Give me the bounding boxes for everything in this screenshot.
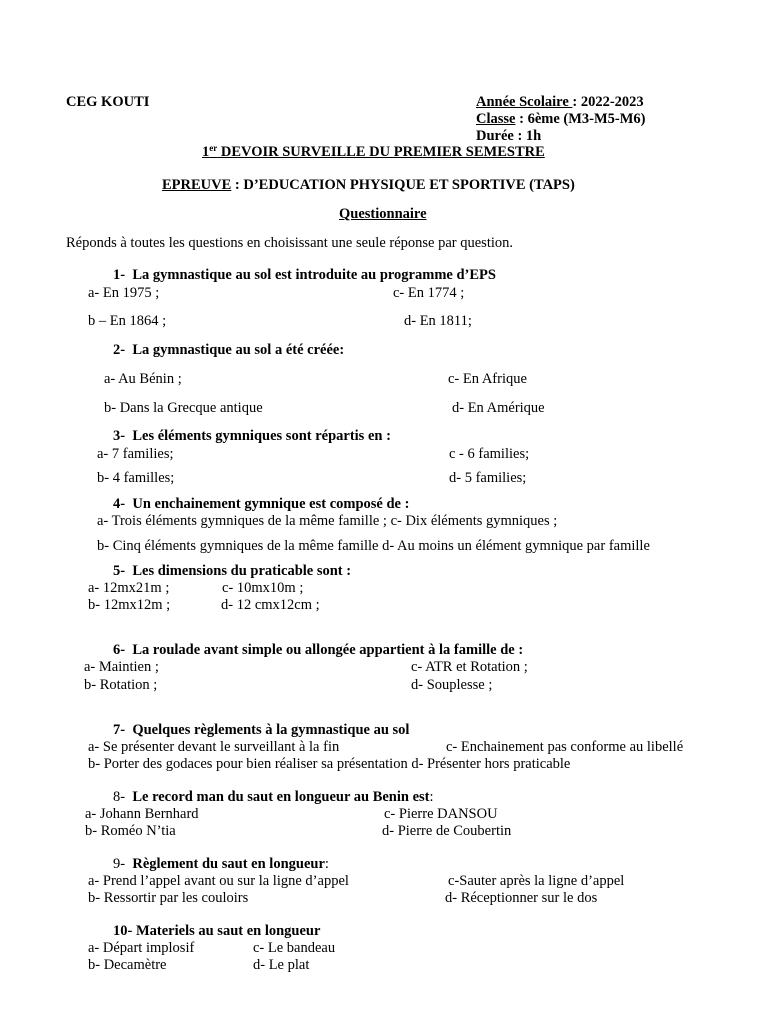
answer-d: d- Le plat (253, 957, 310, 973)
question-number: 4- (113, 496, 126, 512)
subject-line (162, 177, 575, 194)
answer-c: c-Sauter après la ligne d’appel (448, 873, 625, 889)
question-number: 8- (113, 789, 126, 805)
answer-a: a- En 1975 ; (88, 285, 160, 301)
answer-c: c- En 1774 ; (393, 285, 465, 301)
answer-c: c- Le bandeau (253, 940, 336, 956)
school-year-value: : 2022-2023 (572, 94, 644, 110)
answer-d: d- En Amérique (452, 400, 545, 416)
exam-title-text: DEVOIR SURVEILLE DU PREMIER SEMESTRE (217, 144, 545, 160)
answer-a: a- Maintien ; (84, 659, 159, 675)
question-4 (113, 496, 409, 513)
answer-b-d: b- Cinq éléments gymniques de la même famille d- Au moins un élément gymnique par famille (97, 538, 650, 554)
answer-a: a- Départ implosif (88, 940, 195, 956)
answer-c: c - 6 families; (449, 446, 530, 462)
question-number: 9- (113, 856, 126, 872)
answer-c: c- Enchainement pas conforme au libellé (446, 739, 684, 755)
answer-d: d- 12 cmx12cm ; (221, 597, 320, 613)
question-text: Un enchainement gymnique est composé de : (132, 496, 410, 512)
question-text: La roulade avant simple ou allongée appartient à la famille de : (132, 642, 524, 658)
answer-b-d: b- Porter des godaces pour bien réaliser sa présentation d- Présenter hors praticable (88, 756, 571, 772)
answer-b: b- Dans la Grecque antique (104, 400, 263, 416)
question-number: 6- (113, 642, 126, 658)
answer-a: a- Au Bénin ; (104, 371, 182, 387)
question-5 (113, 563, 351, 580)
school-year-label: Année Scolaire (476, 94, 573, 110)
question-6 (113, 642, 523, 659)
question-text: La gymnastique au sol a été créée: (132, 342, 345, 358)
question-number: 1- (113, 267, 126, 283)
question-number: 3- (113, 428, 126, 444)
question-text: Quelques règlements à la gymnastique au sol (132, 722, 410, 738)
question-text: Règlement du saut en longueur (132, 856, 325, 872)
question-text: Le record man du saut en longueur au Benin est (132, 789, 430, 805)
answer-c: c- ATR et Rotation ; (411, 659, 528, 675)
answer-b: b – En 1864 ; (88, 313, 167, 329)
question-text: Les dimensions du praticable sont : (132, 563, 352, 579)
answer-b: b- Roméo N’tia (85, 823, 176, 839)
answer-a: a- Se présenter devant le surveillant à la fin (88, 739, 340, 755)
answer-c: c- 10mx10m ; (222, 580, 304, 596)
answer-c: c- Pierre DANSOU (384, 806, 498, 822)
exam-duration: Durée : 1h (476, 128, 542, 144)
answer-c: c- En Afrique (448, 371, 527, 387)
answer-d: d- 5 families; (449, 470, 527, 486)
school-name: CEG KOUTI (66, 94, 150, 110)
exam-title-superscript: er (209, 143, 218, 153)
question-7 (113, 722, 409, 739)
answer-b: b- Decamètre (88, 957, 167, 973)
exam-title (202, 144, 545, 161)
school-year (476, 94, 644, 111)
answer-a-c: a- Trois éléments gymniques de la même famille ; c- Dix éléments gymniques ; (97, 513, 558, 529)
question-3 (113, 428, 391, 445)
question-1 (113, 267, 496, 284)
class-info (476, 111, 646, 128)
question-9 (113, 856, 329, 873)
answer-a: a- 12mx21m ; (88, 580, 170, 596)
subject-label: EPREUVE (162, 177, 232, 193)
question-10 (113, 923, 320, 940)
answer-b: b- 4 familles; (97, 470, 175, 486)
question-number: 10- (113, 923, 133, 939)
question-suffix: : (324, 856, 329, 872)
answer-d: d- Réceptionner sur le dos (445, 890, 598, 906)
answer-b: b- 12mx12m ; (88, 597, 171, 613)
questionnaire-heading: Questionnaire (339, 206, 427, 222)
question-text: La gymnastique au sol est introduite au programme d’EPS (132, 267, 496, 283)
answer-a: a- Prend l’appel avant ou sur la ligne d’appel (88, 873, 349, 889)
subject-value: : D’EDUCATION PHYSIQUE ET SPORTIVE (TAPS) (231, 177, 575, 193)
answer-d: d- Souplesse ; (411, 677, 493, 693)
question-text: Les éléments gymniques sont répartis en : (132, 428, 391, 444)
question-text: Materiels au saut en longueur (135, 923, 321, 939)
question-number: 2- (113, 342, 126, 358)
question-suffix: : (429, 789, 434, 805)
exam-title-number: 1 (202, 144, 210, 160)
answer-d: d- Pierre de Coubertin (382, 823, 512, 839)
answer-b: b- Rotation ; (84, 677, 158, 693)
question-8 (113, 789, 434, 806)
question-number: 7- (113, 722, 126, 738)
answer-d: d- En 1811; (404, 313, 472, 329)
class-label: Classe (476, 111, 516, 127)
class-value: : 6ème (M3-M5-M6) (515, 111, 646, 127)
answer-a: a- 7 families; (97, 446, 174, 462)
question-number: 5- (113, 563, 126, 579)
question-2 (113, 342, 344, 359)
instructions: Réponds à toutes les questions en choisissant une seule réponse par question. (66, 235, 514, 251)
answer-a: a- Johann Bernhard (85, 806, 199, 822)
answer-b: b- Ressortir par les couloirs (88, 890, 249, 906)
